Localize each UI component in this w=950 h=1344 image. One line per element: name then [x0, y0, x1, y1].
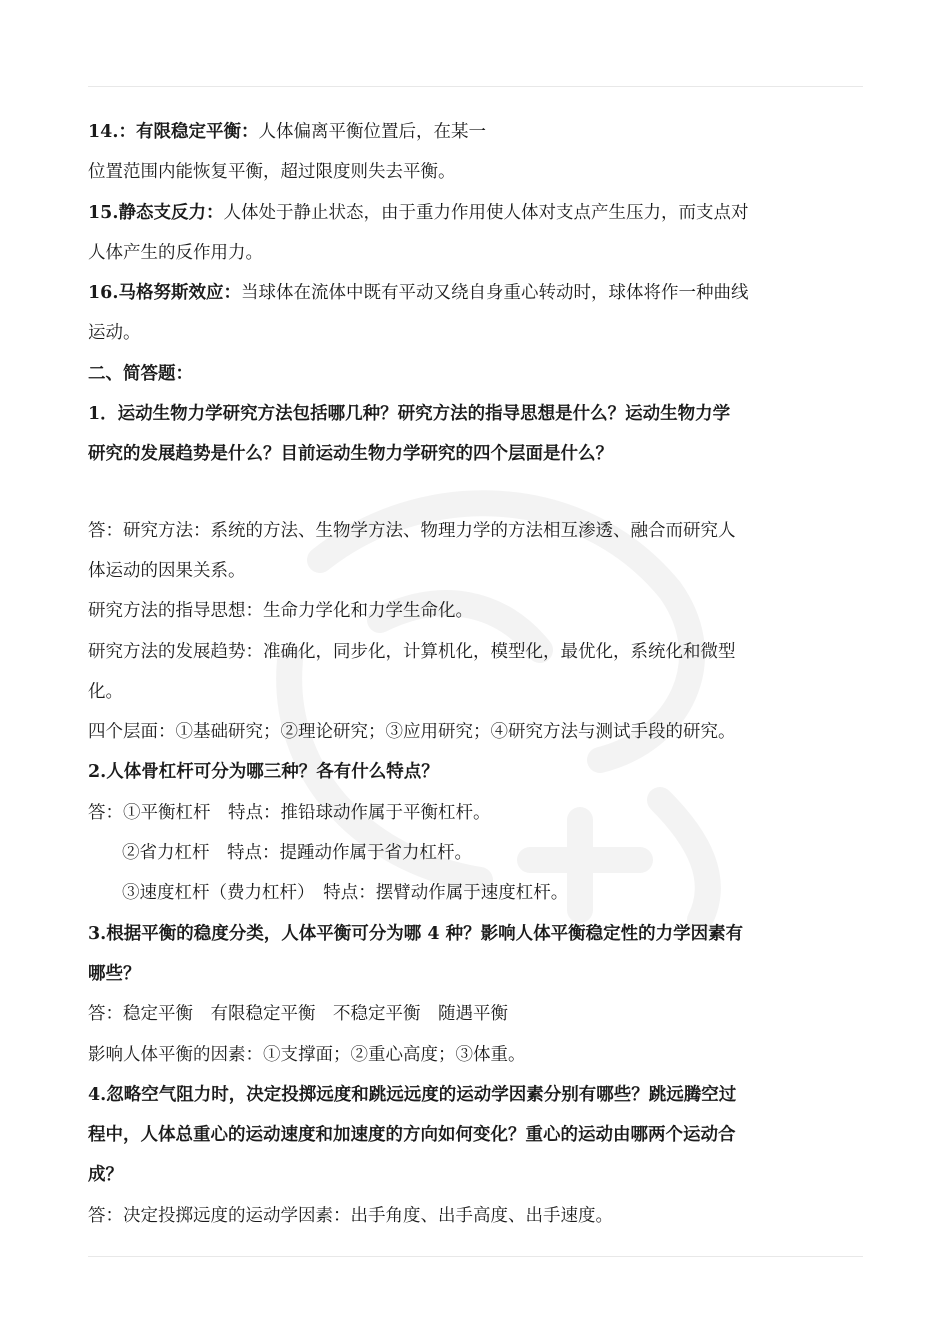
answer-line: 四个层面：①基础研究；②理论研究；③应用研究；④研究方法与测试手段的研究。	[88, 722, 736, 743]
section-heading: 二、简答题：	[88, 363, 193, 384]
paragraph-line: 位置范围内能恢复平衡，超过限度则失去平衡。	[88, 162, 456, 183]
question-line: 哪些？	[88, 963, 141, 984]
answer-line: 答：决定投掷远度的运动学因素：出手角度、出手高度、出手速度。	[88, 1205, 613, 1226]
question-line: 成？	[88, 1165, 123, 1186]
answer-line: 化。	[88, 681, 123, 702]
term-text: 人体偏离平衡位置后，在某一	[258, 122, 486, 142]
question-line: 4.忽略空气阻力时，决定投掷远度和跳远远度的运动学因素分别有哪些？跳远腾空过	[88, 1084, 737, 1105]
header-rule	[88, 86, 863, 87]
term-text: 当球体在流体中既有平动又绕自身重心转动时，球体将作一种曲线	[240, 283, 749, 304]
question-line: 1．运动生物力学研究方法包括哪几种？研究方法的指导思想是什么？运动生物力学	[88, 404, 731, 425]
term-definition-15	[88, 193, 878, 233]
term-label: 14.：有限稳定平衡：	[88, 122, 259, 142]
document-body	[88, 112, 878, 1236]
paragraph-line: 人体产生的反作用力。	[88, 242, 263, 263]
term-definition-14	[88, 112, 878, 152]
question-line: 程中，人体总重心的运动速度和加速度的方向如何变化？重心的运动由哪两个运动合	[88, 1125, 736, 1146]
answer-line: 体运动的因果关系。	[88, 560, 246, 581]
footer-rule	[88, 1256, 863, 1257]
term-label: 16.马格努斯效应：	[88, 283, 241, 304]
answer-line: 答：研究方法：系统的方法、生物学方法、物理力学的方法相互渗透、融合而研究人	[88, 520, 736, 541]
answer-line: 答：①平衡杠杆 特点：推铅球动作属于平衡杠杆。	[88, 802, 491, 823]
answer-line: 研究方法的发展趋势：准确化，同步化，计算机化，模型化，最优化，系统化和微型	[88, 641, 736, 662]
spacer	[88, 475, 878, 511]
answer-line: 研究方法的指导思想：生命力学化和力学生命化。	[88, 601, 473, 622]
term-label: 15.静态支反力：	[88, 202, 224, 223]
answer-line: 答：稳定平衡 有限稳定平衡 不稳定平衡 随遇平衡	[88, 1004, 508, 1025]
paragraph-line: 运动。	[88, 323, 141, 344]
question-line: 研究的发展趋势是什么？目前运动生物力学研究的四个层面是什么？	[88, 444, 613, 465]
term-definition-16	[88, 273, 878, 313]
question-line: 2.人体骨杠杆可分为哪三种？各有什么特点？	[88, 762, 439, 783]
answer-line: 影响人体平衡的因素：①支撑面；②重心高度；③体重。	[88, 1044, 526, 1065]
term-text: 人体处于静止状态，由于重力作用使人体对支点产生压力，而支点对	[223, 202, 749, 223]
answer-line: ②省力杠杆 特点：提踵动作属于省力杠杆。	[122, 843, 472, 864]
answer-line: ③速度杠杆（费力杠杆） 特点：摆臂动作属于速度杠杆。	[122, 883, 569, 904]
question-line: 3.根据平衡的稳度分类，人体平衡可分为哪 4 种？影响人体平衡稳定性的力学因素有	[88, 923, 744, 944]
